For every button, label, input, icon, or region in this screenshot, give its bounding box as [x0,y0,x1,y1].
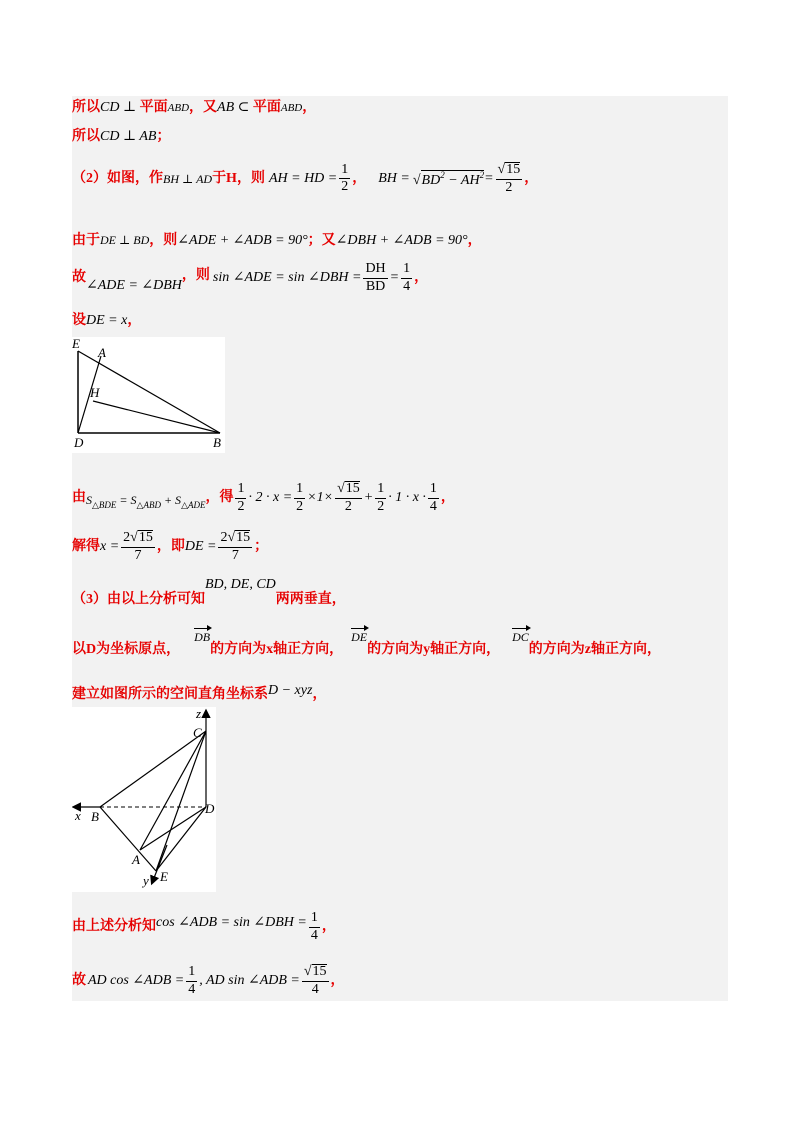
fraction: 1 4 [429,480,437,514]
text: ， [127,313,142,328]
math: ∠ADE + ∠ADB = 90° [177,233,308,248]
label-e: E [72,337,80,351]
text: （3）由以上分析可知 [72,592,205,607]
text: ， [352,170,367,186]
line-13 [72,961,345,1001]
math: DE ⊥ BD [100,233,150,247]
line-11 [72,683,327,702]
fraction: 1 2 [237,480,245,514]
text: ；又 [307,233,336,248]
line-2 [72,130,170,144]
fraction: $\frac{2√15}{7}$ [123,530,153,563]
line-12 [72,907,336,947]
text: ， [321,919,336,934]
fraction: $\frac{1}{2}$ [296,480,304,514]
line-1 [72,101,316,115]
text: 设 [72,313,86,328]
math: ∠ADE = ∠DBH [86,278,182,293]
math: CD ⊥ [100,100,140,115]
line-3 [72,162,538,195]
fraction: $\frac{1}{4}$ [310,909,318,943]
math: CD ⊥ AB [100,129,157,144]
label-y: y [143,873,149,888]
text: 由 [72,490,86,505]
triangle-diagram [72,337,225,453]
label-z: z [196,707,202,721]
math: sin ∠ADE = sin ∠DBH = [212,270,362,285]
text: ； [254,539,269,554]
fraction: $\frac{1}{4}$ [188,963,196,997]
math: = [484,170,494,186]
text: ， [312,687,327,702]
vector-db: DB [194,630,211,644]
text: ， [467,233,482,248]
line-8 [72,527,268,567]
sqrt-expression: $√BD^2 - AH^2$ [412,169,485,188]
math: cos ∠ADB = sin ∠DBH = [156,915,307,930]
label-d: D [74,435,84,450]
text: ， [330,973,345,988]
text: 建立如图所示的空间直角坐标系 [72,687,268,702]
coordinate-diagram [72,707,216,892]
math: ABD [167,102,190,114]
math: + [363,490,374,505]
text: ， [440,490,455,505]
fraction: $\frac{√15}{4}$ [303,964,327,997]
fraction: $\frac{1}{2}$ [341,161,349,195]
text: 的方向为y轴正方向， [367,642,501,657]
math: = [389,270,400,285]
math: AD cos ∠ADB = [88,973,185,988]
area-equation: $S_{\triangle BDE} = S_{\triangle ABD} + S_{\triangle ADE}$ [86,493,206,510]
fraction: $\frac{DH}{BD}$ [365,260,386,294]
line-9 [72,578,346,610]
label-b: B [213,435,221,450]
text: 所以 [72,129,100,144]
text: 的方向为x轴正方向， [210,642,344,657]
math: D − xyz [268,683,313,698]
label-a: A [132,852,140,867]
vector-de: DE [351,630,368,644]
label-b: B [91,809,99,824]
math: BH ⊥ AD [163,171,213,186]
text: 于H，则 [212,170,265,186]
text: 故 [72,973,86,988]
text: 两两垂直， [275,592,346,607]
text: ， [414,270,429,285]
text: 故 [72,270,86,285]
label-x: x [75,808,81,823]
text: ，则 [181,268,210,283]
math: · 1 · x · [388,490,426,505]
text: ， [302,100,317,115]
fraction: $\frac{1}{4}$ [403,260,411,294]
line-10 [72,631,661,661]
math: DE = x [86,313,128,328]
text: 平面 [139,100,168,115]
text: ， [524,170,539,186]
math: AB ⊂ [217,100,253,115]
text: （2）如图，作 [72,170,163,186]
line-4 [72,234,482,248]
label-c: C [193,725,202,740]
text: 以D为坐标原点， [72,642,181,657]
fraction: $\frac{√15}{2}$ [337,481,360,514]
text: 所以 [72,100,100,115]
math: ∠DBH + ∠ADB = 90° [335,233,468,248]
text: ，即 [156,539,185,554]
math: x = [100,539,120,554]
math: ×1× [307,490,334,505]
text: 解得 [72,539,100,554]
line-5 [72,258,428,298]
fraction: $\frac{√15}{2}$ [497,162,521,195]
text: 由于 [72,233,100,248]
figure-3d-coordinates [72,707,216,892]
math: , AD sin ∠ADB = [199,973,300,988]
label-e: E [160,869,168,884]
text: 的方向为z轴正方向， [528,642,662,657]
fraction: $\frac{2√15}{7}$ [220,530,251,563]
line-7 [72,478,455,518]
label-a: A [98,345,106,360]
text: 由上述分析知 [72,919,156,934]
text: ，则 [149,233,178,248]
math: AH = HD = [268,170,338,186]
math: DE = [184,539,217,554]
text: ，得 [205,490,234,505]
math: BH = [378,170,410,186]
text: ； [156,129,171,144]
math: ABD [280,102,303,114]
math: BD, DE, CD [205,577,276,592]
label-d: D [205,801,215,816]
text: ，又 [189,100,218,115]
text: 平面 [252,100,281,115]
label-h: H [90,385,100,400]
figure-triangle [72,337,225,453]
vector-dc: DC [512,630,529,644]
fraction: $\frac{1}{2}$ [377,480,385,514]
math: · 2 · x = [248,490,293,505]
line-6 [72,314,141,328]
